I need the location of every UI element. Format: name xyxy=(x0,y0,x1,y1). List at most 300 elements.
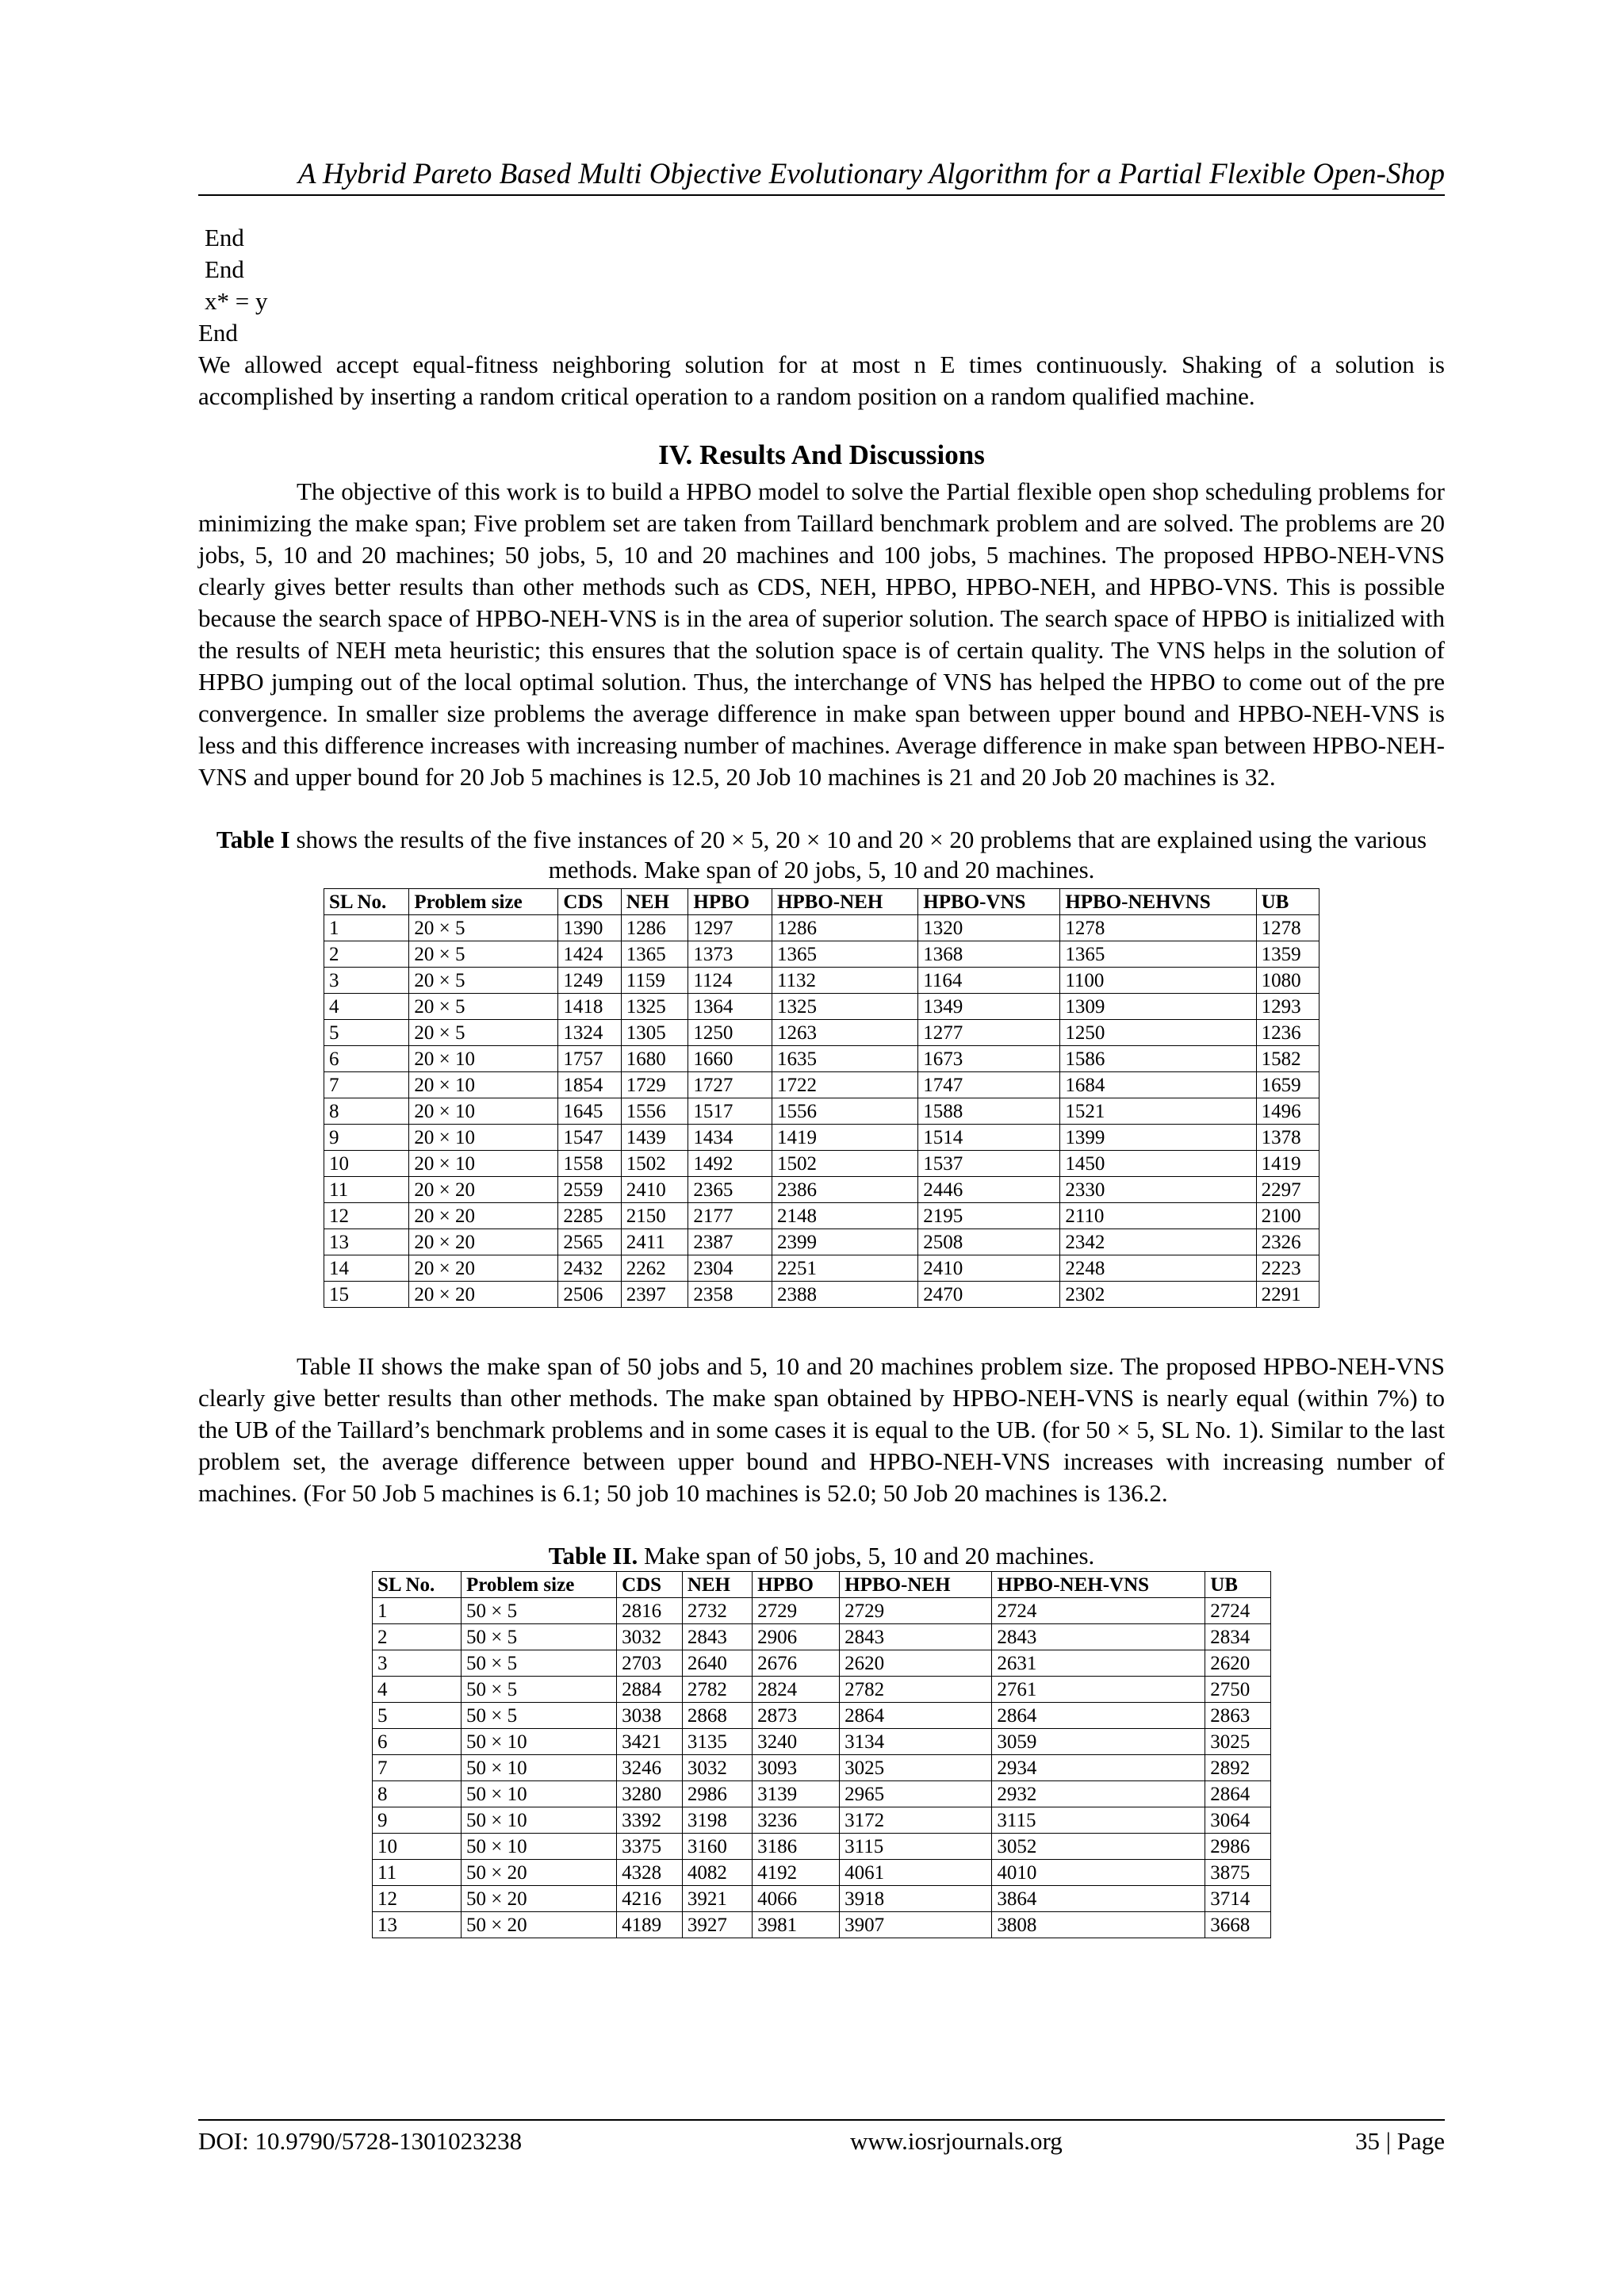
table1-header-row xyxy=(324,889,1320,915)
table-cell: 2864 xyxy=(992,1703,1205,1729)
table2 xyxy=(372,1571,1271,1938)
table-cell: 2195 xyxy=(918,1203,1060,1229)
table-cell: 3025 xyxy=(1205,1729,1271,1755)
table-cell: 3198 xyxy=(682,1807,752,1834)
table-row xyxy=(324,1255,1320,1282)
table-row xyxy=(324,1203,1320,1229)
table-cell: 4010 xyxy=(992,1860,1205,1886)
table-cell: 3240 xyxy=(753,1729,840,1755)
table-cell: 2302 xyxy=(1060,1282,1256,1308)
table1-column-header: NEH xyxy=(621,889,688,915)
table-row xyxy=(324,968,1320,994)
table-cell: 3135 xyxy=(682,1729,752,1755)
table-row xyxy=(324,1020,1320,1046)
table1-label: Table I xyxy=(216,826,290,853)
paragraph-intro: We allowed accept equal-fitness neighboring solution for at most n E times continuously. Shaking of a solution is accomplished by inserting a random critical operation to a random position on a random qualified machine. xyxy=(198,351,1445,410)
table-cell: 1517 xyxy=(688,1098,772,1125)
table-cell: 5 xyxy=(373,1703,462,1729)
table-cell: 1286 xyxy=(772,915,917,941)
table-cell: 2432 xyxy=(558,1255,621,1282)
table-cell: 2932 xyxy=(992,1781,1205,1807)
table-cell: 1854 xyxy=(558,1072,621,1098)
table-cell: 1159 xyxy=(621,968,688,994)
table-cell: 2297 xyxy=(1256,1177,1319,1203)
table-cell: 2782 xyxy=(840,1677,992,1703)
table-cell: 2724 xyxy=(992,1598,1205,1624)
table-cell: 1514 xyxy=(918,1125,1060,1151)
table-row xyxy=(324,915,1320,941)
table-cell: 1450 xyxy=(1060,1151,1256,1177)
table-cell: 2342 xyxy=(1060,1229,1256,1255)
table-cell: 20 × 20 xyxy=(409,1229,558,1255)
table-cell: 3064 xyxy=(1205,1807,1271,1834)
table-cell: 1419 xyxy=(1256,1151,1319,1177)
table-cell: 2559 xyxy=(558,1177,621,1203)
table-cell: 2177 xyxy=(688,1203,772,1229)
table-cell: 2251 xyxy=(772,1255,917,1282)
table-cell: 1236 xyxy=(1256,1020,1319,1046)
table-cell: 10 xyxy=(324,1151,409,1177)
page-content xyxy=(198,222,1445,1938)
table-cell: 1305 xyxy=(621,1020,688,1046)
table-cell: 4328 xyxy=(617,1860,683,1886)
table-cell: 20 × 20 xyxy=(409,1282,558,1308)
table-cell: 2620 xyxy=(840,1650,992,1677)
table-cell: 1278 xyxy=(1256,915,1319,941)
table-cell: 20 × 5 xyxy=(409,941,558,968)
table-cell: 1673 xyxy=(918,1046,1060,1072)
table-cell: 2732 xyxy=(682,1598,752,1624)
table-row xyxy=(324,1125,1320,1151)
table-cell: 2386 xyxy=(772,1177,917,1203)
table2-column-header: HPBO xyxy=(753,1572,840,1598)
table1 xyxy=(324,888,1320,1308)
table-cell: 1439 xyxy=(621,1125,688,1151)
table2-column-header: SL No. xyxy=(373,1572,462,1598)
table-cell: 3808 xyxy=(992,1912,1205,1938)
table-cell: 15 xyxy=(324,1282,409,1308)
table-cell: 1250 xyxy=(1060,1020,1256,1046)
table-cell: 1373 xyxy=(688,941,772,968)
table-cell: 2834 xyxy=(1205,1624,1271,1650)
table-cell: 2291 xyxy=(1256,1282,1319,1308)
table-cell: 50 × 20 xyxy=(461,1912,616,1938)
table-cell: 20 × 5 xyxy=(409,1020,558,1046)
table-cell: 2285 xyxy=(558,1203,621,1229)
table-cell: 2470 xyxy=(918,1282,1060,1308)
table-cell: 20 × 20 xyxy=(409,1255,558,1282)
table-cell: 2824 xyxy=(753,1677,840,1703)
paragraph-results: The objective of this work is to build a HPBO model to solve the Partial flexible open shop scheduling problems for minimizing the make span; Five problem set are taken from Taillard benchmark problem and are solved. The problems are 20 jobs, 5, 10 and 20 machines; 50 jobs, 5, 10 and 20 machines and 100 jobs, 5 machines. The proposed HPBO-NEH-VNS clearly gives better results than other methods such as CDS, NEH, HPBO, HPBO-NEH, and HPBO-VNS. This is possible because the search space of HPBO-NEH-VNS is in the area of superior solution. The search space of HPBO is initialized with the results of NEH meta heuristic; this ensures that the solution space is of certain quality. The VNS helps in the solution of HPBO jumping out of the local optimal solution. Thus, the interchange of VNS has helped the HPBO to come out of the pre convergence. In smaller size problems the average difference in make span between upper bound and HPBO-NEH-VNS is less and this difference increases with increasing number of machines. Average difference in make span between HPBO-NEH-VNS and upper bound for 20 Job 5 machines is 12.5, 20 Job 10 machines is 21 and 20 Job 20 machines is 32. xyxy=(198,477,1445,791)
pseudocode-line: End xyxy=(205,255,244,283)
table-cell: 4 xyxy=(373,1677,462,1703)
table2-caption-text: Make span of 50 jobs, 5, 10 and 20 machines. xyxy=(638,1542,1095,1570)
table-row xyxy=(373,1755,1271,1781)
table-cell: 4066 xyxy=(753,1886,840,1912)
table-cell: 1349 xyxy=(918,994,1060,1020)
table-cell: 1722 xyxy=(772,1072,917,1098)
table-cell: 1325 xyxy=(772,994,917,1020)
table-cell: 3421 xyxy=(617,1729,683,1755)
table-cell: 3038 xyxy=(617,1703,683,1729)
table-cell: 3981 xyxy=(753,1912,840,1938)
table-cell: 3160 xyxy=(682,1834,752,1860)
table-cell: 4189 xyxy=(617,1912,683,1938)
table-cell: 50 × 10 xyxy=(461,1781,616,1807)
table-cell: 3927 xyxy=(682,1912,752,1938)
table-cell: 2620 xyxy=(1205,1650,1271,1677)
table-cell: 2358 xyxy=(688,1282,772,1308)
table-cell: 1586 xyxy=(1060,1046,1256,1072)
pseudocode-block xyxy=(198,222,1445,349)
table1-column-header: UB xyxy=(1256,889,1319,915)
table-cell: 50 × 10 xyxy=(461,1807,616,1834)
table-cell: 12 xyxy=(373,1886,462,1912)
table-cell: 2262 xyxy=(621,1255,688,1282)
footer-doi: DOI: 10.9790/5728-1301023238 xyxy=(198,2127,523,2155)
table1-column-header: HPBO xyxy=(688,889,772,915)
table-cell: 13 xyxy=(373,1912,462,1938)
table-cell: 2703 xyxy=(617,1650,683,1677)
table-cell: 1680 xyxy=(621,1046,688,1072)
table1-column-header: HPBO-NEH xyxy=(772,889,917,915)
table-row xyxy=(324,1046,1320,1072)
table-cell: 1250 xyxy=(688,1020,772,1046)
table-cell: 4082 xyxy=(682,1860,752,1886)
table-cell: 1659 xyxy=(1256,1072,1319,1098)
table-cell: 1263 xyxy=(772,1020,917,1046)
table-cell: 1424 xyxy=(558,941,621,968)
table-cell: 3907 xyxy=(840,1912,992,1938)
table-cell: 2 xyxy=(324,941,409,968)
table-cell: 1757 xyxy=(558,1046,621,1072)
table-cell: 50 × 10 xyxy=(461,1755,616,1781)
table-cell: 1521 xyxy=(1060,1098,1256,1125)
table-cell: 1132 xyxy=(772,968,917,994)
table-row xyxy=(324,1072,1320,1098)
table-row xyxy=(324,1282,1320,1308)
table1-caption-text: shows the results of the five instances of 20 × 5, 20 × 10 and 20 × 20 problems that are explained using the various methods. Make span of 20 jobs, 5, 10 and 20 machines. xyxy=(289,826,1427,884)
table-cell: 1502 xyxy=(772,1151,917,1177)
table-cell: 1320 xyxy=(918,915,1060,941)
table-cell: 2934 xyxy=(992,1755,1205,1781)
table2-column-header: UB xyxy=(1205,1572,1271,1598)
table-cell: 2631 xyxy=(992,1650,1205,1677)
running-head: A Hybrid Pareto Based Multi Objective Evolutionary Algorithm for a Partial Flexible Open-Shop xyxy=(297,158,1445,190)
table-cell: 2864 xyxy=(840,1703,992,1729)
table-cell: 1365 xyxy=(772,941,917,968)
table-row xyxy=(373,1677,1271,1703)
table-cell: 1278 xyxy=(1060,915,1256,941)
table-cell: 1434 xyxy=(688,1125,772,1151)
table2-label: Table II. xyxy=(548,1542,638,1570)
footer-rule xyxy=(198,2119,1445,2121)
table-cell: 3032 xyxy=(617,1624,683,1650)
table-cell: 20 × 20 xyxy=(409,1177,558,1203)
table-cell: 3186 xyxy=(753,1834,840,1860)
table-cell: 2330 xyxy=(1060,1177,1256,1203)
table-cell: 20 × 10 xyxy=(409,1046,558,1072)
table2-column-header: HPBO-NEH xyxy=(840,1572,992,1598)
table-cell: 1365 xyxy=(621,941,688,968)
table-cell: 1418 xyxy=(558,994,621,1020)
table-cell: 14 xyxy=(324,1255,409,1282)
table-cell: 2750 xyxy=(1205,1677,1271,1703)
table-cell: 2411 xyxy=(621,1229,688,1255)
header-rule xyxy=(198,194,1445,196)
table-cell: 1729 xyxy=(621,1072,688,1098)
table1-column-header: SL No. xyxy=(324,889,409,915)
table-cell: 2304 xyxy=(688,1255,772,1282)
table-cell: 3059 xyxy=(992,1729,1205,1755)
table-cell: 1645 xyxy=(558,1098,621,1125)
table-cell: 20 × 10 xyxy=(409,1072,558,1098)
table-cell: 2843 xyxy=(682,1624,752,1650)
table-cell: 50 × 10 xyxy=(461,1729,616,1755)
table-cell: 3246 xyxy=(617,1755,683,1781)
table-cell: 1582 xyxy=(1256,1046,1319,1072)
table-row xyxy=(324,1098,1320,1125)
table-cell: 1368 xyxy=(918,941,1060,968)
table-cell: 3714 xyxy=(1205,1886,1271,1912)
table-cell: 3864 xyxy=(992,1886,1205,1912)
table-cell: 3918 xyxy=(840,1886,992,1912)
table-cell: 3115 xyxy=(992,1807,1205,1834)
table1-column-header: CDS xyxy=(558,889,621,915)
table-row xyxy=(373,1834,1271,1860)
table-cell: 2843 xyxy=(992,1624,1205,1650)
footer-site: www.iosrjournals.org xyxy=(850,2127,1063,2155)
table-cell: 2410 xyxy=(918,1255,1060,1282)
table-cell: 20 × 10 xyxy=(409,1098,558,1125)
table-cell: 2892 xyxy=(1205,1755,1271,1781)
table-cell: 2782 xyxy=(682,1677,752,1703)
table-cell: 1502 xyxy=(621,1151,688,1177)
table-cell: 3375 xyxy=(617,1834,683,1860)
table-cell: 2843 xyxy=(840,1624,992,1650)
table-cell: 1297 xyxy=(688,915,772,941)
table-cell: 20 × 10 xyxy=(409,1125,558,1151)
table-cell: 1588 xyxy=(918,1098,1060,1125)
table-cell: 2150 xyxy=(621,1203,688,1229)
table-cell: 2873 xyxy=(753,1703,840,1729)
table-cell: 2506 xyxy=(558,1282,621,1308)
table2-caption xyxy=(198,1541,1445,1571)
table-cell: 1277 xyxy=(918,1020,1060,1046)
table-cell: 1492 xyxy=(688,1151,772,1177)
table2-column-header: Problem size xyxy=(461,1572,616,1598)
table-cell: 3052 xyxy=(992,1834,1205,1860)
table-cell: 2 xyxy=(373,1624,462,1650)
table-cell: 2884 xyxy=(617,1677,683,1703)
table-row xyxy=(373,1598,1271,1624)
table-cell: 1324 xyxy=(558,1020,621,1046)
table-cell: 12 xyxy=(324,1203,409,1229)
table-cell: 2148 xyxy=(772,1203,917,1229)
table-row xyxy=(324,941,1320,968)
table-cell: 1080 xyxy=(1256,968,1319,994)
table-cell: 3280 xyxy=(617,1781,683,1807)
pseudocode-line: End xyxy=(198,319,238,347)
table-row xyxy=(373,1729,1271,1755)
table-cell: 3392 xyxy=(617,1807,683,1834)
table-cell: 3 xyxy=(373,1650,462,1677)
section-heading: IV. Results And Discussions xyxy=(658,439,985,470)
table-cell: 3025 xyxy=(840,1755,992,1781)
footer-page-number: 35 | Page xyxy=(1355,2127,1445,2155)
table-cell: 1556 xyxy=(621,1098,688,1125)
table-cell: 3236 xyxy=(753,1807,840,1834)
table-row xyxy=(324,994,1320,1020)
table-row xyxy=(373,1860,1271,1886)
table1-column-header: Problem size xyxy=(409,889,558,915)
table-cell: 1747 xyxy=(918,1072,1060,1098)
table-cell: 1537 xyxy=(918,1151,1060,1177)
table-cell: 11 xyxy=(324,1177,409,1203)
table-cell: 2388 xyxy=(772,1282,917,1308)
table-cell: 1635 xyxy=(772,1046,917,1072)
table2-body xyxy=(373,1598,1271,1938)
table-cell: 2906 xyxy=(753,1624,840,1650)
table-cell: 50 × 5 xyxy=(461,1650,616,1677)
table-cell: 20 × 5 xyxy=(409,994,558,1020)
table-cell: 2676 xyxy=(753,1650,840,1677)
pseudocode-line: x* = y xyxy=(205,287,268,315)
table-cell: 1547 xyxy=(558,1125,621,1151)
table-cell: 3032 xyxy=(682,1755,752,1781)
table-cell: 13 xyxy=(324,1229,409,1255)
table-cell: 1399 xyxy=(1060,1125,1256,1151)
table-cell: 1727 xyxy=(688,1072,772,1098)
table2-header-row xyxy=(373,1572,1271,1598)
table-cell: 1660 xyxy=(688,1046,772,1072)
table-cell: 1286 xyxy=(621,915,688,941)
table-cell: 2729 xyxy=(753,1598,840,1624)
table-cell: 9 xyxy=(373,1807,462,1834)
table-cell: 2761 xyxy=(992,1677,1205,1703)
table-cell: 3921 xyxy=(682,1886,752,1912)
table-cell: 4192 xyxy=(753,1860,840,1886)
table-cell: 2729 xyxy=(840,1598,992,1624)
table-cell: 1364 xyxy=(688,994,772,1020)
table-cell: 4216 xyxy=(617,1886,683,1912)
table-cell: 2223 xyxy=(1256,1255,1319,1282)
table-cell: 2986 xyxy=(682,1781,752,1807)
table-row xyxy=(373,1886,1271,1912)
table1-caption xyxy=(198,825,1445,885)
table-cell: 3139 xyxy=(753,1781,840,1807)
table-cell: 2863 xyxy=(1205,1703,1271,1729)
table-cell: 1556 xyxy=(772,1098,917,1125)
table-cell: 2816 xyxy=(617,1598,683,1624)
table-cell: 1359 xyxy=(1256,941,1319,968)
paragraph-table2: Table II shows the make span of 50 jobs and 5, 10 and 20 machines problem size. The proposed HPBO-NEH-VNS clearly give better results than other methods. The make span obtained by HPBO-NEH-VNS is nearly equal (within 7%) to the UB of the Taillard’s benchmark problems and in some cases it is equal to the UB. (for 50 × 5, SL No. 1). Similar to the last problem set, the average difference between upper bound and HPBO-NEH-VNS increases with increasing number of machines. (For 50 Job 5 machines is 6.1; 50 job 10 machines is 52.0; 50 Job 20 machines is 136.2. xyxy=(198,1352,1445,1507)
table-cell: 50 × 20 xyxy=(461,1860,616,1886)
table-cell: 11 xyxy=(373,1860,462,1886)
table-cell: 50 × 5 xyxy=(461,1703,616,1729)
table-cell: 20 × 5 xyxy=(409,968,558,994)
table-cell: 3172 xyxy=(840,1807,992,1834)
table1-column-header: HPBO-NEHVNS xyxy=(1060,889,1256,915)
table-cell: 3668 xyxy=(1205,1912,1271,1938)
table2-column-header: NEH xyxy=(682,1572,752,1598)
table-cell: 2100 xyxy=(1256,1203,1319,1229)
table-cell: 2248 xyxy=(1060,1255,1256,1282)
table-cell: 1558 xyxy=(558,1151,621,1177)
table-row xyxy=(324,1177,1320,1203)
table-cell: 1124 xyxy=(688,968,772,994)
table-cell: 5 xyxy=(324,1020,409,1046)
table-cell: 2326 xyxy=(1256,1229,1319,1255)
table-row xyxy=(373,1781,1271,1807)
table-cell: 2387 xyxy=(688,1229,772,1255)
table-cell: 2365 xyxy=(688,1177,772,1203)
table-cell: 20 × 20 xyxy=(409,1203,558,1229)
table-cell: 1419 xyxy=(772,1125,917,1151)
table-cell: 6 xyxy=(373,1729,462,1755)
table-cell: 2110 xyxy=(1060,1203,1256,1229)
table-cell: 50 × 5 xyxy=(461,1624,616,1650)
table-cell: 2410 xyxy=(621,1177,688,1203)
table-cell: 2397 xyxy=(621,1282,688,1308)
table-cell: 3 xyxy=(324,968,409,994)
table-cell: 50 × 5 xyxy=(461,1677,616,1703)
table-cell: 1249 xyxy=(558,968,621,994)
table2-column-header: CDS xyxy=(617,1572,683,1598)
table-cell: 8 xyxy=(373,1781,462,1807)
table-row xyxy=(373,1703,1271,1729)
table-cell: 1325 xyxy=(621,994,688,1020)
table-cell: 2868 xyxy=(682,1703,752,1729)
table-cell: 9 xyxy=(324,1125,409,1151)
table-cell: 3875 xyxy=(1205,1860,1271,1886)
table-cell: 3093 xyxy=(753,1755,840,1781)
table-row xyxy=(324,1151,1320,1177)
table-cell: 20 × 5 xyxy=(409,915,558,941)
table-cell: 1365 xyxy=(1060,941,1256,968)
table-cell: 8 xyxy=(324,1098,409,1125)
table-cell: 7 xyxy=(324,1072,409,1098)
table-cell: 1684 xyxy=(1060,1072,1256,1098)
table-cell: 4061 xyxy=(840,1860,992,1886)
table-cell: 1390 xyxy=(558,915,621,941)
table-cell: 50 × 5 xyxy=(461,1598,616,1624)
table-cell: 1293 xyxy=(1256,994,1319,1020)
table-cell: 2724 xyxy=(1205,1598,1271,1624)
table-cell: 3115 xyxy=(840,1834,992,1860)
table-row xyxy=(324,1229,1320,1255)
table-cell: 1378 xyxy=(1256,1125,1319,1151)
table-row xyxy=(373,1912,1271,1938)
table-cell: 1309 xyxy=(1060,994,1256,1020)
table-cell: 6 xyxy=(324,1046,409,1072)
table-cell: 20 × 10 xyxy=(409,1151,558,1177)
table-cell: 2965 xyxy=(840,1781,992,1807)
table-cell: 1 xyxy=(373,1598,462,1624)
table1-body xyxy=(324,915,1320,1308)
table-cell: 2640 xyxy=(682,1650,752,1677)
table-cell: 3134 xyxy=(840,1729,992,1755)
table-cell: 1 xyxy=(324,915,409,941)
table-cell: 10 xyxy=(373,1834,462,1860)
table-row xyxy=(373,1807,1271,1834)
table-cell: 2565 xyxy=(558,1229,621,1255)
table-cell: 7 xyxy=(373,1755,462,1781)
table1-column-header: HPBO-VNS xyxy=(918,889,1060,915)
table-cell: 1100 xyxy=(1060,968,1256,994)
table-cell: 1164 xyxy=(918,968,1060,994)
table-cell: 4 xyxy=(324,994,409,1020)
